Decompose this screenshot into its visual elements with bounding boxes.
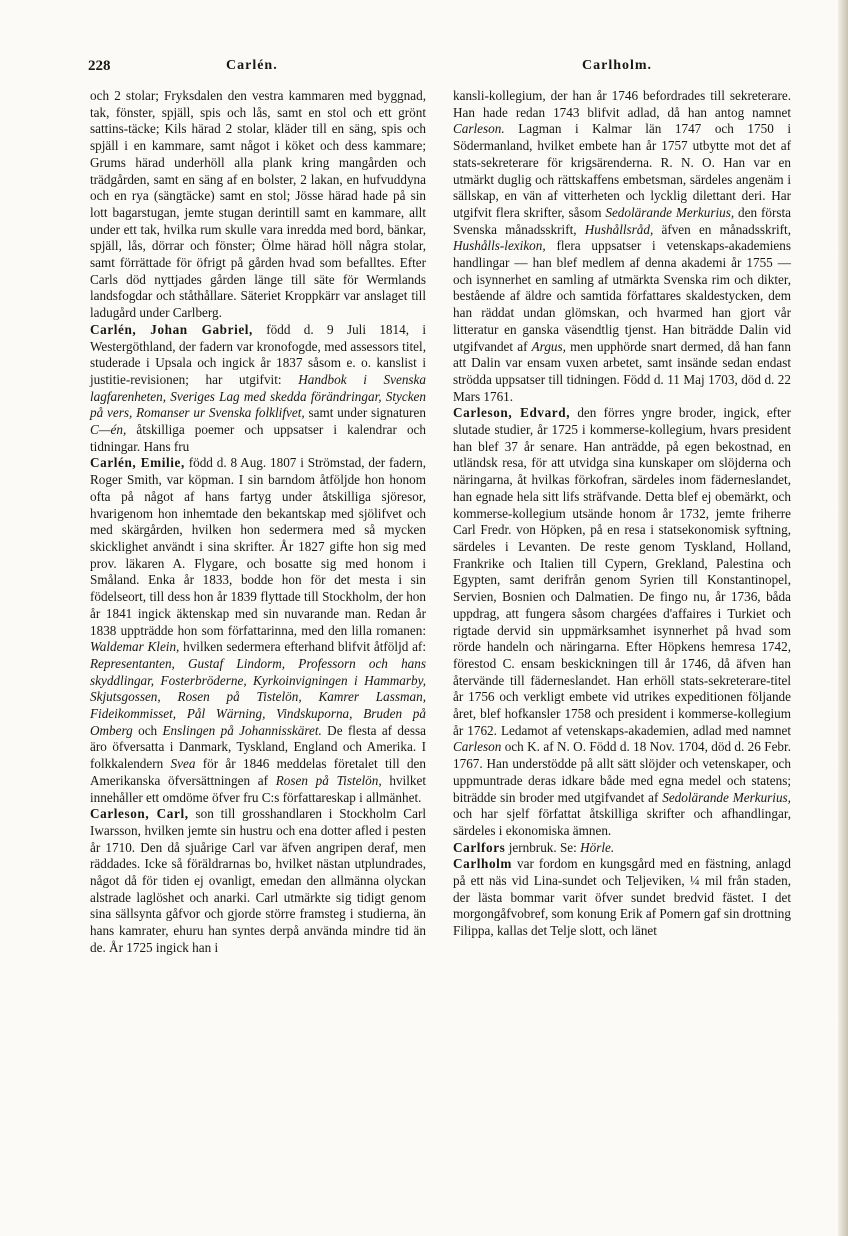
italic-title: Sedolärande Merkurius, xyxy=(605,204,735,220)
italic-title: Waldemar Klein, xyxy=(90,639,180,655)
italic-title: Hushållsråd, xyxy=(584,221,654,237)
italic-title: Carleson. xyxy=(453,121,505,137)
left-column xyxy=(90,88,426,957)
italic-title: Carleson xyxy=(453,739,502,755)
text-run: var fordom en kungsgård med en fästning, anlagd på ett näs vid Lina-sundet och Teljeviken, ¼ mil från staden, der lästa bommar varit öfver sundet bredvid fästet. I det morgongåfvobref, som konung Erik af Pomern gaf sin drottning Filippa, kallas det Telje slott, och länet xyxy=(453,856,791,939)
italic-title: Hörle. xyxy=(580,839,615,855)
italic-title: Sedolärande Merkurius, xyxy=(662,789,791,805)
paragraph xyxy=(90,322,426,456)
italic-title: Hushålls-lexikon, xyxy=(453,238,546,254)
paragraph xyxy=(90,455,426,806)
entry-headword: Carleson, Carl, xyxy=(90,806,189,822)
text-run: De flesta af dessa äro öfversatta i Danmark, Tyskland, England och Amerika. I folkkalendern xyxy=(90,722,426,772)
text-run: och har sjelf författat åtskilliga skrifter och afhandlingar, särdeles i ekonomiska ämnen. xyxy=(453,806,791,838)
paragraph xyxy=(90,88,426,322)
text-run: Lagman i Kalmar län 1747 och 1750 i Södermanland, hvilket embete han år 1757 utbytte mot det af stats-sekreterare för krigsärenderna. R. N. O. Han var en utmärkt duglig och rättskaffens embetsman, särdeles angenäm i sällskap, en vän af vitterheten och lycklig dilettant deri. Har utgifvit flera skrifter, såsom xyxy=(453,121,791,220)
entry-headword: Carlholm xyxy=(453,856,513,872)
text-run: och K. af N. O. Född d. 18 Nov. 1704, död d. 26 Febr. 1767. Han understödde på allt sätt slöjder och vetenskaper, och uppmuntrade deras idkare både med egna medel och statens; biträdde sin broder med utgifvandet af xyxy=(453,739,791,805)
text-run: äfven en månadsskrift, xyxy=(653,221,792,237)
italic-title: Handbok i Svenska lagfarenheten, Sveriges Lag med skedda förändringar, Stycken på vers, Romanser ur Svenska folklifvet, xyxy=(90,371,427,421)
paragraph xyxy=(453,856,791,940)
running-header xyxy=(88,58,828,80)
text-run: flera uppsatser i vetenskaps-akademiens handlingar — han blef medlem af denna akademi år 1755 — och isynnerhet en samling af utmärkta Svenska rim och dikter, bestående af äldre och samtida författares skaldestycken, dem han räddat undan glömskan, och hvarmed han gjort vår litteratur en ganska väsendtlig tjenst. Han biträdde Dalin vid utgifvandet af xyxy=(453,238,791,354)
text-run: son till grosshandlaren i Stockholm Carl Iwarsson, hvilken jemte sin hustru och ena dotter afled i pesten år 1710. Den då sjuårige Carl var äfven angripen deraf, men räddades. Icke så föräldrarnas bo, hvilket nästan utplundrades, något då för tiden ej ovanligt, emedan den allmänna olyckan alstrade laglöshet och anarki. Carl utmärkte sig tidigt genom sina sällsynta gåfvor och gjorde större framsteg i studierna, än hans kamrater, ehuru han syntes derpå använda mindre tid än de. År 1725 ingick han i xyxy=(90,806,426,955)
text-run: hvilken sedermera efterhand blifvit åtföljd af: xyxy=(179,639,426,655)
text-run: jernbruk. Se: xyxy=(505,839,581,855)
page-edge xyxy=(838,0,848,1236)
right-column xyxy=(453,88,791,940)
text-run: och 2 stolar; Fryksdalen den vestra kammaren med byggnad, tak, fönster, spjäll, spis och lås, samt en stol och ett grönt sattins-täcke; Kils härad 2 stolar, kläder till en säng, spis och spjäll i en kammare, samt något i köket och dess kammare; Grums härad underhöll alla plank kring mangården och trädgården, samt en säng af en bolster, 2 lakan, en hufvuddyna och en rya (sängtäcke) samt en stol; Jösse härad hade på sin lott bagarstugan, jemte stugan derintill samt en kammare, allt under ett tak, hvilka rum skulle vara inredda med bord, bänkar, spjäll, lås, dörrar och fönster; Ölme härad höll några stolar, samt förrättade för öfrigt på gården hvad som befalltes. Efter Carls död nyttjades gården länge till säte för Wermlands landsfogdar och ståthållare. Säteriet Kroppkärr var anslaget till ladugård under Carlberg. xyxy=(90,88,426,321)
paragraph xyxy=(453,88,791,405)
italic-title: C—én, xyxy=(90,422,127,438)
text-run: den första Svenska månadsskrift, xyxy=(453,204,791,237)
left-running-head: Carlén. xyxy=(226,58,278,73)
italic-title: Representanten, Gustaf Lindorm, Professorn och hans skyddlingar, Fosterbröderne, Kyrkoinvigningen i Hammarby, Skjutsgossen, Rosen på Tistelön, Kamrer Lassman, Fideikommisset, Pål Wärning, Vindskuporna, Bruden på Omberg xyxy=(90,655,426,738)
text-run: men upphörde snart dermed, då han fann att Dalin var ensam vuxen arbetet, samt insände sedan endast strödda uppsatser till tidningen. Född d. 11 Maj 1703, död d. 22 Mars 1761. xyxy=(453,338,791,404)
paragraph xyxy=(453,840,791,857)
text-run: kansli-kollegium, der han år 1746 befordrades till sekreterare. Han hade redan 1743 blifvit adlad, då han antog namnet xyxy=(453,88,791,120)
entry-headword: Carleson, Edvard, xyxy=(453,405,571,421)
entry-headword: Carlén, Johan Gabriel, xyxy=(90,321,253,337)
italic-title: Svea xyxy=(170,756,196,772)
italic-title: Enslingen på Johannisskäret. xyxy=(162,722,322,738)
paragraph xyxy=(90,806,426,956)
text-run: för år 1846 meddelas företalet till den Amerikanska öfversättningen af xyxy=(90,756,426,788)
right-running-head: Carlholm. xyxy=(582,58,653,73)
page-number: 228 xyxy=(88,58,111,74)
text-run: född d. 8 Aug. 1807 i Strömstad, der fadern, Roger Smith, var köpman. I sin barndom åtföljde hon honom ofta på något af hans fartyg under åtskilliga sjöresor, hvarigenom hon inhemtade den bekantskap med sjölifvet och med skärgården, hvilken hon sedermera med så mycken skicklighet användt i sina skrifter. År 1827 gifte hon sig med prov. läkaren A. Flygare, och bosatte sig med honom i Småland. Enka år 1833, bodde hon för det mesta i sin födelseort, till dess hon år 1839 flyttade till Stockholm, der hon år 1841 ingick äktenskap med sin nuvarande man. Redan år 1838 uppträdde hon som författarinna, med den lilla romanen: xyxy=(90,455,426,638)
text-run: hvilket innehåller ett omdöme öfver fru C:s författareskap i allmänhet. xyxy=(90,772,426,805)
italic-title: Rosen på Tistelön, xyxy=(275,772,382,788)
text-run: född d. 9 Juli 1814, i Westergöthland, der fadern var kronofogde, med assessors titel, studerade i Upsala och ingick år 1837 såsom e. o. kanslist i justitie-revisionen; har utgifvit: xyxy=(90,321,426,387)
text-run: samt under signaturen xyxy=(304,405,426,421)
text-run: och xyxy=(132,722,163,738)
entry-headword: Carlfors xyxy=(453,839,506,855)
text-run: den förres yngre broder, ingick, efter slutade studier, år 1725 i kommerse-kollegium, hvars president han blef 37 år senare. Han anträdde, på egen bekostnad, en utländsk resa, för att utvidga sina kunskaper om slöjderna och näringarna, åt hvilkas förkofran, särdeles inom fäderneslandet, han egnade hela sitt lifs sträfvande. Detta blef ej obemärkt, och kommerse-kollegium utsände honom år 1732, jemte friherre Carl Fredr. von Höpken, på en resa i statsekonomisk syftning, särdeles i Levanten. De reste genom Tyskland, Holland, Frankrike och Italien till Cypern, Grekland, Palestina och Egypten, samt derifrån genom Syrien till Konstantinopel, Servien, Bosnien och Dalmatien. De fingo nu, år 1736, båda uppdrag, att fungera såsom chargées d'affaires i Turkiet och rigtade dervid sin uppmärksamhet isynnerhet på hvad som rörde handeln och näringarna. Efter Höpkens hemresa 1742, förestod C. ensam beskickningen till år 1746, då äfven han återvände till fäderneslandet. Han erhöll stats-sekreterare-titel år 1756 och verkligt embete vid utrikes expeditionen följande året, blef hofkansler 1758 och president i kommerse-kollegium år 1762. Ledamot af vetenskaps-akademien, adlad med namnet xyxy=(453,405,791,738)
italic-title: Argus, xyxy=(531,338,566,354)
entry-headword: Carlén, Emilie, xyxy=(90,455,185,471)
paragraph xyxy=(453,405,791,839)
text-run: åtskilliga poemer och uppsatser i kalendrar och tidningar. Hans fru xyxy=(90,422,426,454)
